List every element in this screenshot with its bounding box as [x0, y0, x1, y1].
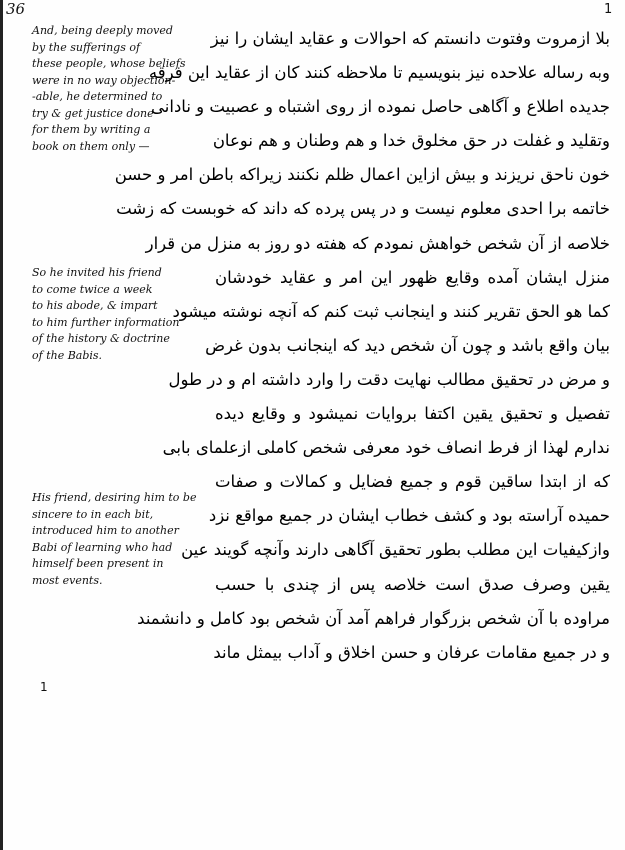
margin-note-3: His friend, desiring him to be sincere to in each bit, introduced him to another Babi of learning who had himself been present in most events.	[32, 491, 197, 587]
text-line-19: و در جمیع مقامات عرفان و حسن اخلاق و آداب بیمثل ماند	[213, 642, 610, 662]
text-line-14: که از ابتدا ساقین قوم و جمیع فضایل و کمالات و صفات	[215, 472, 610, 492]
text-line-9: کما هو الحق تقریر کنند و اینجانب ثبت کنم که آنچه نوشته میشود	[172, 301, 610, 321]
text-line-7: خلاصه از آن شخص خواهش نمودم که هفته دو روز به منزل من قرار	[145, 233, 610, 253]
text-line-18: مراوده با آن شخص بزرگوار فراهم آمد آن شخص بود کامل و دانشمند	[137, 608, 610, 628]
text-line-2: وبه رساله علاحده نیز بنویسیم تا ملاحظه کنند کان از عقاید این فرقه	[148, 63, 610, 83]
text-line-8: منزل ایشان آمده وقایع ظهور این امر و عقاید خودشان	[215, 267, 610, 287]
text-line-17: یقین وصرف صدق است خلاصه پس از چندی با حسب	[215, 574, 610, 594]
margin-note-2: So he invited his friend to come twice a week to his abode, & impart to him further information of the history & doctrine of the Babis.	[32, 266, 180, 362]
text-line-13: ندارم لهذا از فرط انصاف خود معرفی شخص کاملی ازعلمای بابی	[162, 438, 610, 458]
text-line-15: حمیده آراسته بود و کشف خطاب ایشان در جمیع مواقع نزد	[208, 506, 610, 526]
page-edge-border	[0, 0, 3, 850]
text-line-6: خاتمه برا احدی معلوم نیست و در پس پرده که داند که خوبست که زشت	[116, 199, 610, 219]
text-line-10: بیان واقع باشد و چون آن شخص دید که اینجانب بدون غرض	[205, 335, 610, 355]
text-line-12: تفصیل و تحقیق یقین اکتفا بروایات نمیشود و وقایع دیده	[215, 404, 610, 424]
text-line-16: وازکیفیات این مطلب بطور تحقیق آگاهی دارند وآنچه گویند عین	[181, 540, 610, 560]
stray-mark: 1	[40, 680, 48, 694]
text-line-4: وتقلید و غفلت در حق مخلوق خدا و هم وطنان و هم نوعان	[212, 131, 610, 151]
margin-note-1: And, being deeply moved by the sufferings of these people, whose beliefs were in no way objection- -able, he determined to try & get justice done for them by writing a book on them only —	[32, 24, 186, 153]
top-right-mark: 1	[604, 2, 613, 17]
text-line-3: جدیده اطلاع و آگاهی حاصل نموده از روی اشتباه و عصبیت و نادانی	[151, 97, 610, 117]
text-line-1: بلا ازمروت وفتوت دانستم که احوالات و عقاید ایشان را نیز	[210, 29, 610, 48]
text-line-11: و مرض در تحقیق مطالب نهایت دقت را وارد داشته ام و در طول	[168, 369, 610, 389]
page-number: 36	[6, 0, 26, 18]
text-line-5: خون ناحق نریزند و بیش ازاین اعمال ظلم نکنند زیراکه باطن امر و حسن	[114, 165, 610, 185]
